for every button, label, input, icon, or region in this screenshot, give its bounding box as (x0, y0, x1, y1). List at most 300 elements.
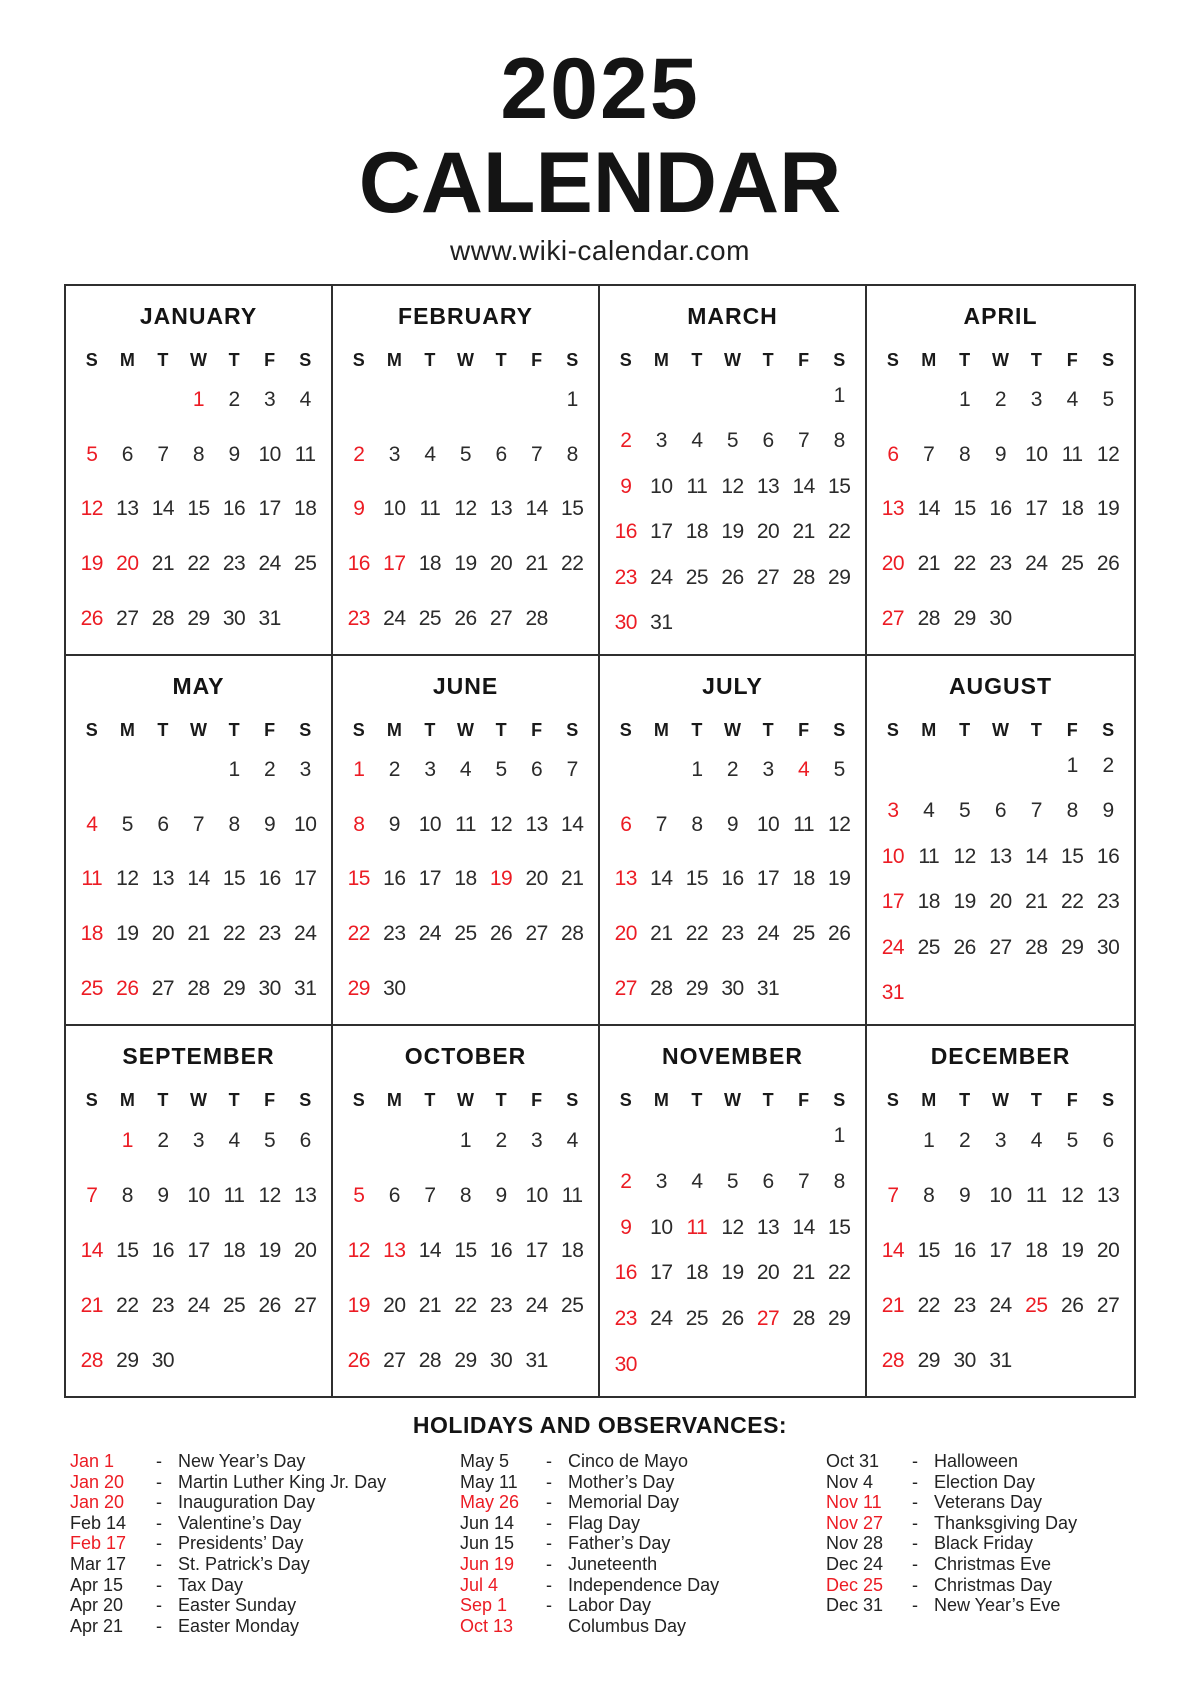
date-cell: 22 (828, 1261, 851, 1285)
month-cell (333, 286, 600, 656)
date-cell: 17 (756, 867, 780, 891)
date-cell: 29 (1061, 935, 1084, 959)
date-cell: 5 (959, 799, 971, 823)
date-cell: 1 (923, 1128, 935, 1152)
empty-date-cell (519, 388, 555, 412)
date-cell: 25 (1061, 552, 1084, 576)
date-cell: 17 (187, 1238, 210, 1262)
date-cell: 2 (1102, 753, 1114, 777)
holiday-date: Dec 24 (826, 1553, 884, 1574)
empty-date-cell (679, 1124, 715, 1148)
date-cell: 3 (531, 1128, 543, 1152)
date-cell: 9 (157, 1183, 169, 1207)
month-cell (66, 1026, 333, 1396)
date-cell: 20 (489, 552, 513, 576)
date-cell: 23 (1096, 890, 1120, 914)
date-cell: 6 (157, 812, 169, 836)
week-row (341, 497, 590, 521)
date-cell: 22 (187, 552, 210, 576)
date-cell: 25 (1025, 1293, 1048, 1317)
week-row (341, 758, 590, 782)
date-cell: 9 (1102, 799, 1114, 823)
weekday-label: T (495, 350, 507, 370)
date-cell: 8 (833, 1169, 845, 1193)
date-cell: 6 (887, 442, 899, 466)
date-cell: 29 (685, 976, 709, 1000)
date-cell: 5 (833, 758, 845, 782)
date-cell: 25 (917, 935, 940, 959)
date-cell: 11 (294, 442, 316, 466)
date-cell: 14 (792, 474, 815, 498)
date-cell: 5 (1066, 1128, 1078, 1152)
weekday-label: S (352, 350, 365, 370)
holiday-row (826, 1451, 1156, 1472)
week-row (341, 1184, 590, 1208)
holiday-date: Nov 11 (826, 1492, 882, 1513)
holiday-column (460, 1451, 826, 1636)
date-cell: 10 (1025, 442, 1048, 466)
empty-date-cell (483, 977, 519, 1001)
date-cell: 19 (1061, 1238, 1084, 1262)
empty-date-cell (377, 1129, 413, 1153)
date-cell: 7 (887, 1183, 899, 1207)
date-cell: 22 (828, 520, 851, 544)
date-cell: 16 (347, 552, 370, 576)
weekday-label: W (189, 1090, 207, 1110)
date-cell: 15 (685, 867, 709, 891)
weekday-label: T (762, 1090, 774, 1110)
holiday-separator: - (912, 1553, 918, 1574)
date-cell: 1 (228, 758, 240, 782)
date-cell: 10 (187, 1183, 210, 1207)
holiday-name: Easter Sunday (178, 1595, 297, 1616)
holiday-date: May 26 (460, 1492, 520, 1513)
date-cell: 29 (953, 606, 976, 630)
date-cell: 16 (953, 1238, 976, 1262)
empty-date-cell (110, 388, 146, 412)
holiday-date: May 5 (460, 1451, 510, 1471)
date-cell: 9 (620, 1215, 632, 1239)
date-cell: 18 (418, 552, 442, 576)
empty-date-cell (554, 1349, 590, 1373)
empty-date-cell (821, 611, 857, 635)
date-cell: 17 (383, 552, 406, 576)
holiday-name: New Year’s Eve (934, 1595, 1061, 1616)
date-cell: 24 (258, 552, 281, 576)
empty-date-cell (786, 384, 822, 408)
week-row (608, 520, 857, 544)
date-cell: 30 (383, 976, 406, 1000)
week-row (341, 977, 590, 1001)
date-cell: 8 (959, 442, 971, 466)
weekday-label: S (1102, 1090, 1115, 1110)
weekday-label: S (299, 350, 312, 370)
date-cell: 8 (566, 442, 578, 466)
date-cell: 3 (424, 758, 436, 782)
date-cell: 3 (994, 1128, 1007, 1152)
date-cell: 31 (989, 1348, 1012, 1372)
empty-date-cell (947, 981, 983, 1005)
date-cell: 26 (347, 1348, 370, 1372)
week-row (608, 1353, 857, 1377)
date-cell: 30 (989, 606, 1012, 630)
holiday-name: Inauguration Day (178, 1492, 316, 1513)
weekday-header-row (608, 1090, 857, 1111)
weekday-label: T (495, 720, 507, 740)
month-cell (867, 656, 1134, 1026)
empty-date-cell (679, 384, 715, 408)
holiday-name: Christmas Day (934, 1574, 1053, 1595)
empty-date-cell (644, 384, 680, 408)
holiday-date: Jun 19 (460, 1553, 515, 1574)
holiday-date: Feb 14 (70, 1512, 127, 1533)
date-cell: 23 (614, 565, 637, 589)
week-row (74, 443, 323, 467)
date-cell: 17 (989, 1238, 1012, 1262)
month-dates (74, 1113, 323, 1388)
date-cell: 14 (80, 1238, 103, 1262)
week-row (608, 758, 857, 782)
date-cell: 28 (187, 976, 210, 1000)
date-cell: 15 (1061, 844, 1084, 868)
week-row (875, 936, 1126, 960)
weekday-label: S (833, 720, 846, 740)
date-cell: 4 (228, 1128, 240, 1152)
empty-date-cell (1090, 981, 1126, 1005)
holiday-date: Jun 14 (460, 1512, 515, 1533)
weekday-label: T (959, 1090, 971, 1110)
weekday-label: W (723, 1090, 741, 1110)
holiday-separator: - (912, 1451, 918, 1471)
holiday-separator: - (546, 1451, 552, 1471)
holiday-date: Apr 21 (70, 1615, 124, 1636)
date-cell: 26 (116, 976, 139, 1000)
header (0, 0, 1200, 267)
date-cell: 31 (881, 981, 905, 1005)
empty-date-cell (74, 758, 110, 782)
holiday-row (826, 1595, 1156, 1616)
weekday-label: M (653, 720, 669, 740)
week-row (608, 566, 857, 590)
week-row (608, 475, 857, 499)
date-cell: 25 (792, 922, 815, 946)
weekday-label: W (991, 720, 1009, 740)
month-name: AUGUST (948, 673, 1053, 699)
date-cell: 13 (614, 867, 637, 891)
date-cell: 5 (121, 812, 133, 836)
date-cell: 7 (923, 442, 935, 466)
date-cell: 26 (721, 565, 744, 589)
date-cell: 30 (721, 976, 744, 1000)
week-row (875, 388, 1126, 412)
holiday-columns (0, 1451, 1200, 1636)
year-title: 2025 (500, 41, 700, 137)
weekday-label: F (264, 350, 276, 370)
date-cell: 20 (756, 520, 780, 544)
date-cell: 25 (294, 552, 317, 576)
empty-date-cell (1018, 981, 1054, 1005)
weekday-label: W (723, 350, 741, 370)
empty-date-cell (821, 1353, 857, 1377)
date-cell: 14 (187, 867, 210, 891)
date-cell: 15 (347, 867, 370, 891)
weekday-header-row (341, 720, 590, 741)
date-cell: 9 (495, 1183, 507, 1207)
date-cell: 20 (614, 922, 637, 946)
date-cell: 6 (620, 812, 632, 836)
date-cell: 13 (116, 497, 139, 521)
weekday-label: S (352, 1090, 365, 1110)
date-cell: 9 (353, 497, 365, 521)
weekday-label: W (991, 350, 1009, 370)
date-cell: 1 (566, 388, 578, 412)
date-cell: 15 (917, 1238, 940, 1262)
date-cell: 21 (792, 1261, 815, 1285)
holiday-separator: - (156, 1615, 162, 1636)
holiday-row (460, 1595, 826, 1616)
date-cell: 2 (228, 388, 240, 412)
weekday-label: M (386, 720, 402, 740)
holiday-name: Christmas Eve (934, 1553, 1052, 1574)
date-cell: 12 (489, 812, 513, 836)
date-cell: 15 (828, 474, 851, 498)
holiday-row (70, 1492, 460, 1513)
weekday-label: T (157, 350, 169, 370)
holiday-separator: - (546, 1533, 552, 1554)
empty-date-cell (786, 1353, 822, 1377)
date-cell: 29 (828, 565, 851, 589)
week-row (608, 922, 857, 946)
holiday-date: Oct 31 (826, 1451, 880, 1471)
week-row (875, 1294, 1126, 1318)
date-cell: 3 (887, 799, 899, 823)
empty-date-cell (715, 1124, 751, 1148)
weekday-label: T (959, 350, 971, 370)
weekday-label: T (1030, 720, 1042, 740)
date-cell: 18 (222, 1238, 246, 1262)
date-cell: 31 (525, 1348, 548, 1372)
empty-date-cell (911, 981, 947, 1005)
holiday-separator: - (156, 1492, 162, 1513)
holiday-name: Presidents’ Day (178, 1533, 304, 1554)
weekday-label: S (1102, 720, 1115, 740)
date-cell: 5 (353, 1183, 365, 1207)
empty-date-cell (608, 384, 644, 408)
date-cell: 6 (762, 429, 774, 453)
date-cell: 24 (650, 565, 673, 589)
date-cell: 28 (881, 1348, 905, 1372)
date-cell: 15 (561, 497, 584, 521)
week-row (341, 867, 590, 891)
date-cell: 19 (721, 1261, 744, 1285)
holiday-separator: - (912, 1533, 918, 1554)
date-cell: 21 (151, 552, 175, 576)
weekday-label: S (886, 720, 899, 740)
week-row (608, 1124, 857, 1148)
date-cell: 19 (721, 520, 744, 544)
date-cell: 27 (294, 1293, 317, 1317)
holiday-separator: - (912, 1471, 918, 1492)
weekday-label: F (1066, 350, 1078, 370)
weekday-label: S (833, 1090, 846, 1110)
date-cell: 27 (756, 1307, 780, 1331)
date-cell: 18 (454, 867, 477, 891)
date-cell: 17 (1025, 497, 1048, 521)
date-cell: 10 (294, 812, 317, 836)
date-cell: 3 (1030, 388, 1042, 412)
date-cell: 18 (792, 867, 815, 891)
weekday-label: S (299, 720, 312, 740)
date-cell: 20 (294, 1238, 317, 1262)
holiday-column (826, 1451, 1156, 1636)
date-cell: 24 (989, 1293, 1012, 1317)
date-cell: 26 (721, 1307, 744, 1331)
date-cell: 30 (614, 611, 637, 635)
month-cell (333, 656, 600, 1026)
date-cell: 12 (953, 844, 976, 868)
date-cell: 1 (833, 1123, 845, 1147)
weekday-label: F (531, 720, 543, 740)
weekday-label: S (85, 1090, 98, 1110)
date-cell: 17 (881, 890, 905, 914)
date-cell: 1 (691, 758, 703, 782)
week-row (74, 1294, 323, 1318)
date-cell: 5 (459, 442, 472, 466)
month-cell (600, 656, 867, 1026)
month-dates (875, 743, 1126, 1016)
month-name: JULY (702, 673, 763, 699)
weekday-label: T (424, 350, 436, 370)
holiday-name: Flag Day (568, 1512, 641, 1533)
empty-date-cell (786, 611, 822, 635)
date-cell: 13 (881, 497, 905, 521)
date-cell: 16 (614, 520, 637, 544)
weekday-label: W (723, 720, 741, 740)
holiday-row (70, 1472, 460, 1493)
date-cell: 1 (959, 388, 971, 412)
date-cell: 18 (685, 520, 709, 544)
date-cell: 29 (187, 606, 210, 630)
week-row (341, 388, 590, 412)
date-cell: 15 (953, 497, 976, 521)
weekday-label: M (653, 1090, 669, 1110)
weekday-label: T (495, 1090, 507, 1110)
date-cell: 30 (151, 1348, 175, 1372)
date-cell: 8 (121, 1183, 133, 1207)
holiday-date: Oct 13 (460, 1615, 514, 1636)
empty-date-cell (1054, 981, 1090, 1005)
holiday-separator: - (546, 1574, 552, 1595)
week-row (341, 922, 590, 946)
weekday-label: T (959, 720, 971, 740)
empty-date-cell (181, 1349, 217, 1373)
weekday-label: F (1066, 1090, 1078, 1110)
empty-date-cell (412, 977, 448, 1001)
holidays-heading: HOLIDAYS AND OBSERVANCES: (412, 1412, 788, 1438)
date-cell: 5 (1102, 388, 1114, 412)
date-cell: 20 (383, 1293, 406, 1317)
date-cell: 9 (994, 442, 1007, 466)
date-cell: 16 (721, 867, 744, 891)
weekday-label: T (1030, 1090, 1042, 1110)
week-row (875, 1184, 1126, 1208)
weekday-label: W (456, 1090, 474, 1110)
week-row (875, 552, 1126, 576)
date-cell: 15 (828, 1215, 851, 1239)
weekday-label: M (119, 720, 135, 740)
week-row (74, 552, 323, 576)
website-url: www.wiki-calendar.com (450, 235, 750, 266)
month-dates (341, 743, 590, 1016)
holiday-date: May 11 (460, 1471, 518, 1492)
month-name: DECEMBER (930, 1043, 1071, 1069)
date-cell: 1 (192, 388, 205, 412)
date-cell: 26 (1096, 552, 1120, 576)
date-cell: 12 (721, 474, 744, 498)
date-cell: 28 (917, 606, 940, 630)
date-cell: 16 (258, 867, 281, 891)
weekday-label: S (85, 350, 98, 370)
date-cell: 17 (525, 1238, 548, 1262)
date-cell: 26 (1061, 1293, 1084, 1317)
weekday-label: S (566, 720, 579, 740)
month-dates (341, 1113, 590, 1388)
date-cell: 9 (228, 442, 240, 466)
date-cell: 15 (187, 497, 210, 521)
month-dates (341, 373, 590, 646)
week-row (875, 497, 1126, 521)
date-cell: 12 (1061, 1183, 1084, 1207)
date-cell: 19 (258, 1238, 281, 1262)
weekday-header-row (74, 350, 323, 371)
holiday-separator: - (156, 1512, 162, 1533)
empty-date-cell (483, 388, 519, 412)
date-cell: 21 (792, 520, 815, 544)
month-dates (608, 1113, 857, 1388)
weekday-label: T (228, 1090, 240, 1110)
month-cell (867, 1026, 1134, 1396)
date-cell: 31 (294, 976, 317, 1000)
weekday-label: T (691, 1090, 703, 1110)
date-cell: 22 (917, 1293, 940, 1317)
date-cell: 8 (691, 812, 703, 836)
date-cell: 27 (525, 922, 548, 946)
date-cell: 14 (650, 867, 673, 891)
empty-date-cell (287, 607, 323, 631)
date-cell: 16 (1096, 844, 1120, 868)
date-cell: 14 (881, 1238, 905, 1262)
month-name: APRIL (963, 303, 1038, 329)
empty-date-cell (750, 1124, 786, 1148)
holiday-separator: - (156, 1574, 162, 1595)
date-cell: 3 (192, 1128, 205, 1152)
empty-date-cell (216, 1349, 252, 1373)
date-cell: 22 (953, 552, 976, 576)
calendar-title: CALENDAR (358, 135, 842, 231)
date-cell: 26 (489, 922, 513, 946)
date-cell: 9 (388, 812, 400, 836)
weekday-label: S (85, 720, 98, 740)
date-cell: 20 (989, 890, 1012, 914)
date-cell: 17 (418, 867, 442, 891)
holiday-name: Thanksgiving Day (934, 1512, 1078, 1533)
date-cell: 4 (691, 1169, 703, 1193)
date-cell: 21 (525, 552, 548, 576)
date-cell: 3 (655, 1169, 667, 1193)
date-cell: 23 (989, 552, 1012, 576)
holidays-section (0, 1412, 1200, 1636)
holiday-separator: - (912, 1574, 918, 1595)
